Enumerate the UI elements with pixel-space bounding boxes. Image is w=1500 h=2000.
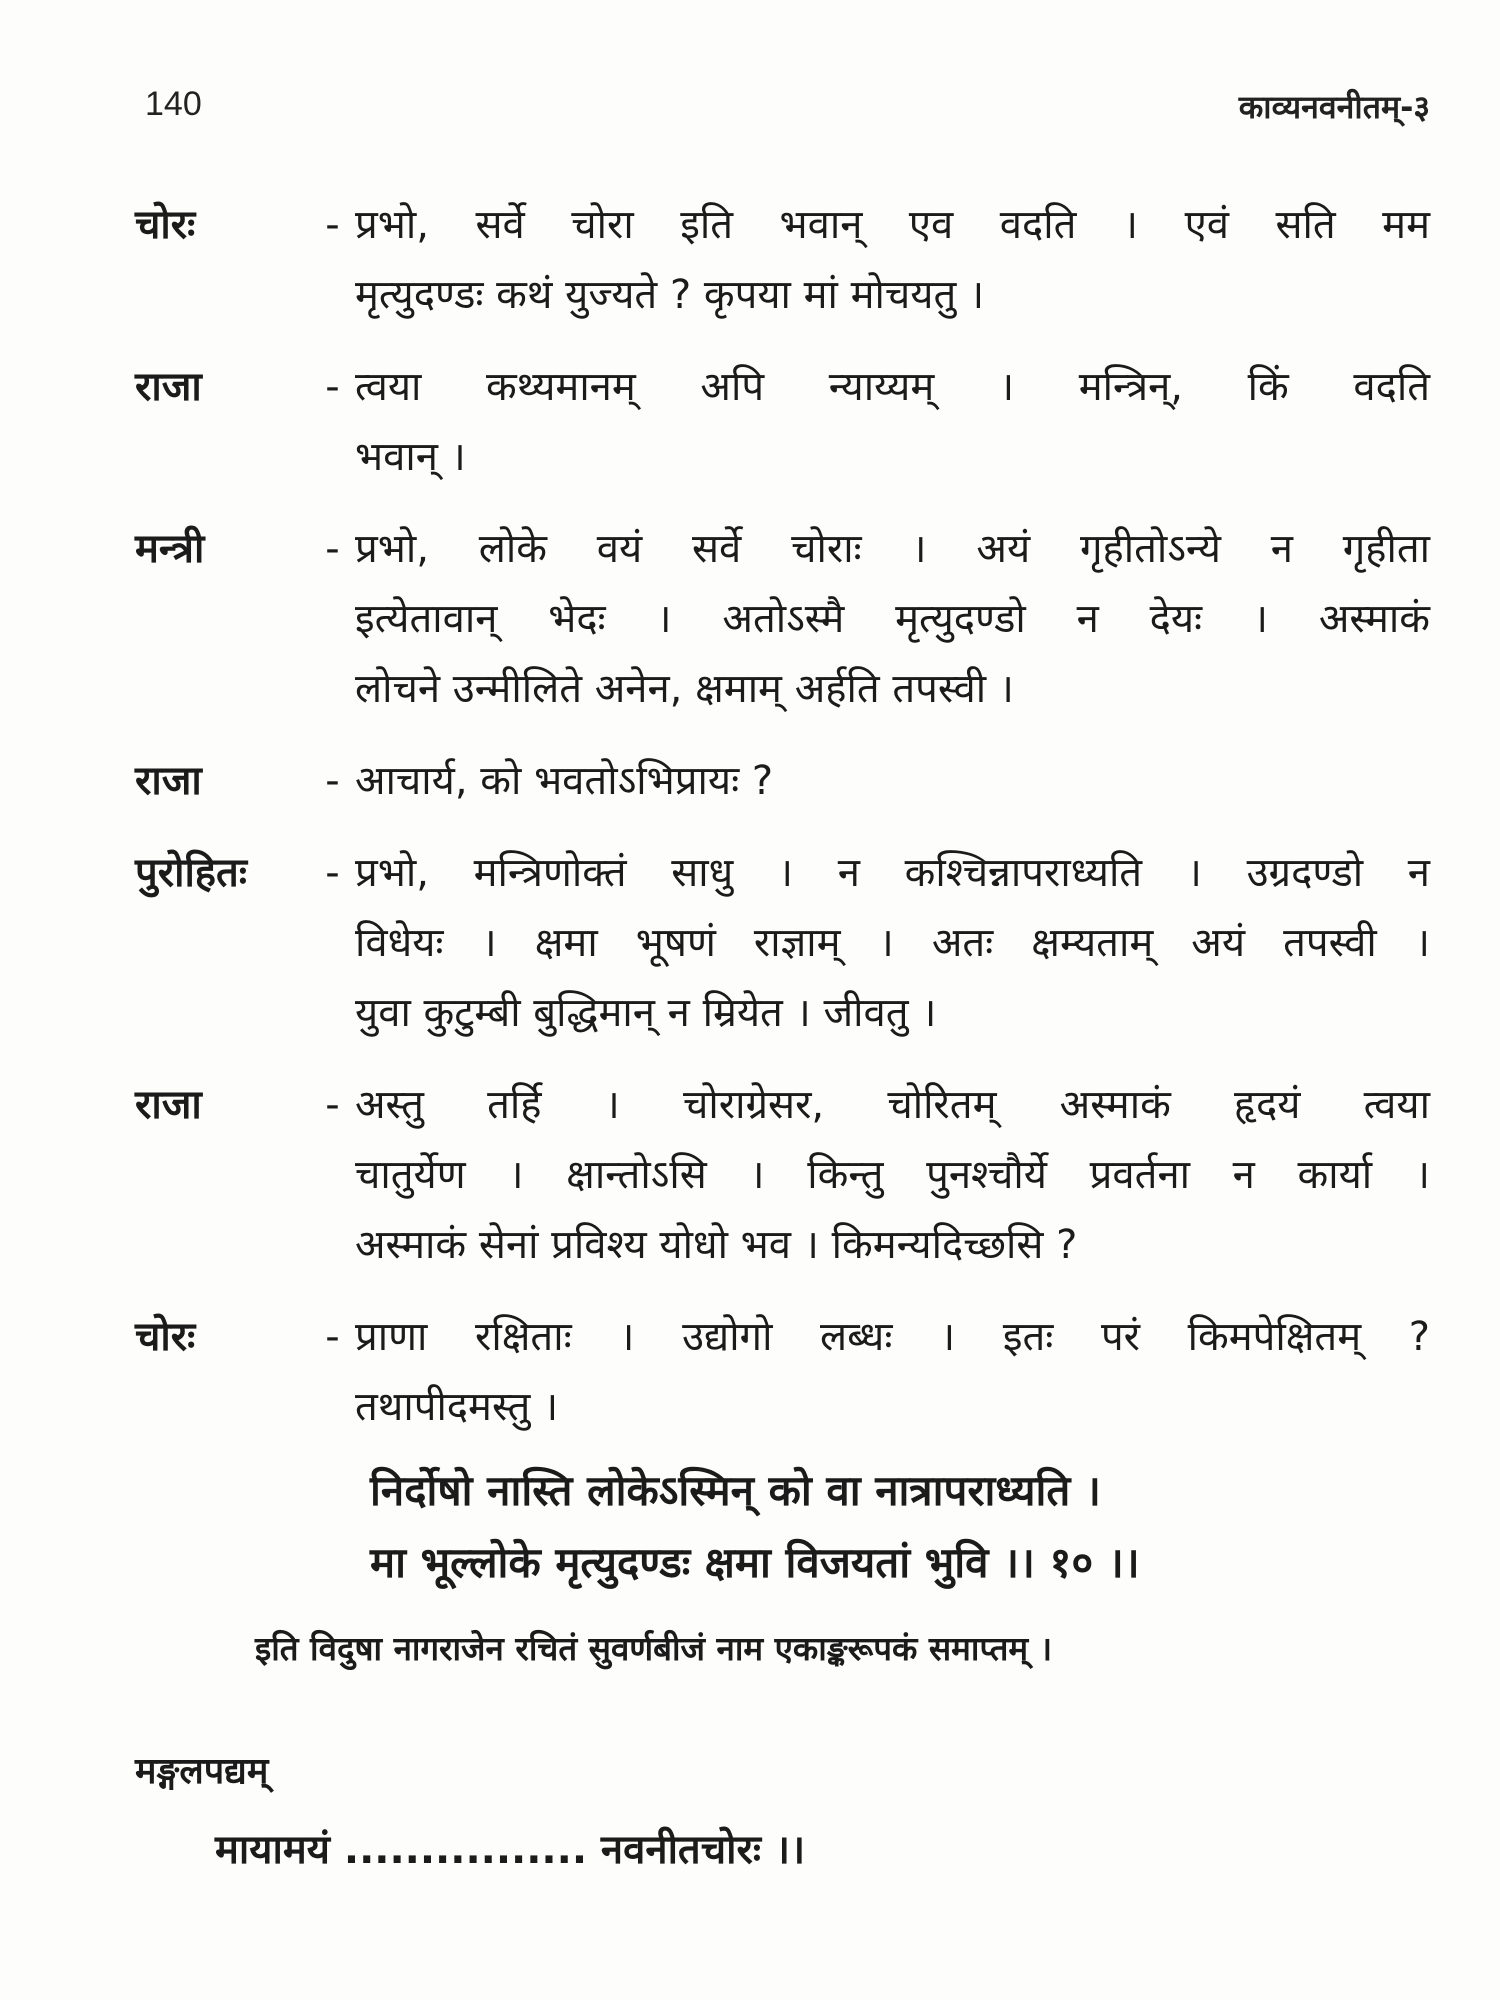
speaker-dash: - (325, 1082, 340, 1128)
speech-text (355, 1302, 1430, 1442)
speech-line: प्रभो, लोके वयं सर्वे चोराः । अयं गृहीतोऽन्ये न गृहीता (355, 526, 1430, 572)
speaker-dash: - (325, 850, 340, 896)
speech-raja-1 (135, 352, 1430, 492)
speech-line: प्राणा रक्षिताः । उद्योगो लब्धः । इतः परं किमपेक्षितम् ? (355, 1314, 1430, 1360)
speech-line: युवा कुटुम्बी बुद्धिमान् न म्रियेत । जीवतु । (355, 990, 937, 1036)
speech-line: चातुर्येण । क्षान्तोऽसि । किन्तु पुनश्चौर्ये प्रवर्तना न कार्या । (355, 1152, 1430, 1198)
page-number: 140 (145, 85, 202, 123)
speech-text (355, 1070, 1430, 1280)
speech-line: प्रभो, सर्वे चोरा इति भवान् एव वदति । एवं सति मम (355, 202, 1430, 248)
speech-text (355, 190, 1430, 330)
speech-line: तथापीदमस्तु । (355, 1384, 559, 1430)
speaker-dash: - (325, 758, 340, 804)
speech-line: प्रभो, मन्त्रिणोक्तं साधु । न कश्चिन्नापराध्यति । उग्रदण्डो न (355, 850, 1430, 896)
speech-text (355, 838, 1430, 1048)
speech-raja-3 (135, 1070, 1430, 1280)
speech-line: विधेयः । क्षमा भूषणं राज्ञाम् । अतः क्षम्यताम् अयं तपस्वी । (355, 920, 1430, 966)
colophon: इति विदुषा नागराजेन रचितं सुवर्णबीजं नाम एकाङ्करूपकं समाप्तम् । (255, 1629, 1053, 1668)
speech-chora-1 (135, 190, 1430, 330)
speech-line: मृत्युदण्डः कथं युज्यते ? कृपया मां मोचयतु । (355, 272, 985, 318)
speaker-dash: - (325, 1314, 340, 1360)
speech-line: इत्येतावान् भेदः । अतोऽस्मै मृत्युदण्डो न देयः । अस्माकं (355, 596, 1430, 642)
speaker-name: चोरः (135, 202, 196, 248)
speaker-name: राजा (135, 758, 202, 804)
speech-line: त्वया कथ्यमानम् अपि न्याय्यम् । मन्त्रिन्, किं वदति (355, 364, 1430, 410)
speaker-dash: - (325, 526, 340, 572)
speaker-name: मन्त्री (135, 526, 205, 572)
speech-line: आचार्य, को भवतोऽभिप्रायः ? (355, 758, 774, 804)
speech-mantri (135, 514, 1430, 724)
speech-purohita (135, 838, 1430, 1048)
speech-text (355, 514, 1430, 724)
speaker-dash: - (325, 364, 340, 410)
speech-text (355, 746, 1430, 816)
mangala-title: मङ्गलपद्यम् (135, 1751, 269, 1792)
closing-verse (370, 1455, 1370, 1599)
speech-chora-2 (135, 1302, 1430, 1442)
speech-text (355, 352, 1430, 492)
speech-raja-2 (135, 746, 1430, 816)
running-title: काव्यनवनीतम्-३ (1238, 88, 1430, 126)
verse-line-1: निर्दोषो नास्ति लोकेऽस्मिन् को वा नात्रापराध्यति । (370, 1466, 1101, 1515)
speech-line: लोचने उन्मीलिते अनेन, क्षमाम् अर्हति तपस्वी । (355, 666, 1014, 712)
speech-line: अस्तु तर्हि । चोराग्रेसर, चोरितम् अस्माकं हृदयं त्वया (355, 1082, 1430, 1128)
speaker-name: राजा (135, 364, 202, 410)
speaker-name: चोरः (135, 1314, 196, 1360)
speaker-dash: - (325, 202, 340, 248)
verse-line-2: मा भूल्लोके मृत्युदण्डः क्षमा विजयतां भुवि ।। १० ।। (370, 1538, 1140, 1587)
mangala-line: मायामयं ................ नवनीतचोरः ।। (215, 1827, 806, 1873)
speech-line: भवान् । (355, 434, 466, 480)
speaker-name: पुरोहितः (135, 850, 247, 896)
page-header (145, 85, 1430, 135)
speech-line: अस्माकं सेनां प्रविश्य योधो भव । किमन्यदिच्छसि ? (355, 1222, 1078, 1268)
dialogue-section (135, 190, 1430, 1464)
speaker-name: राजा (135, 1082, 202, 1128)
